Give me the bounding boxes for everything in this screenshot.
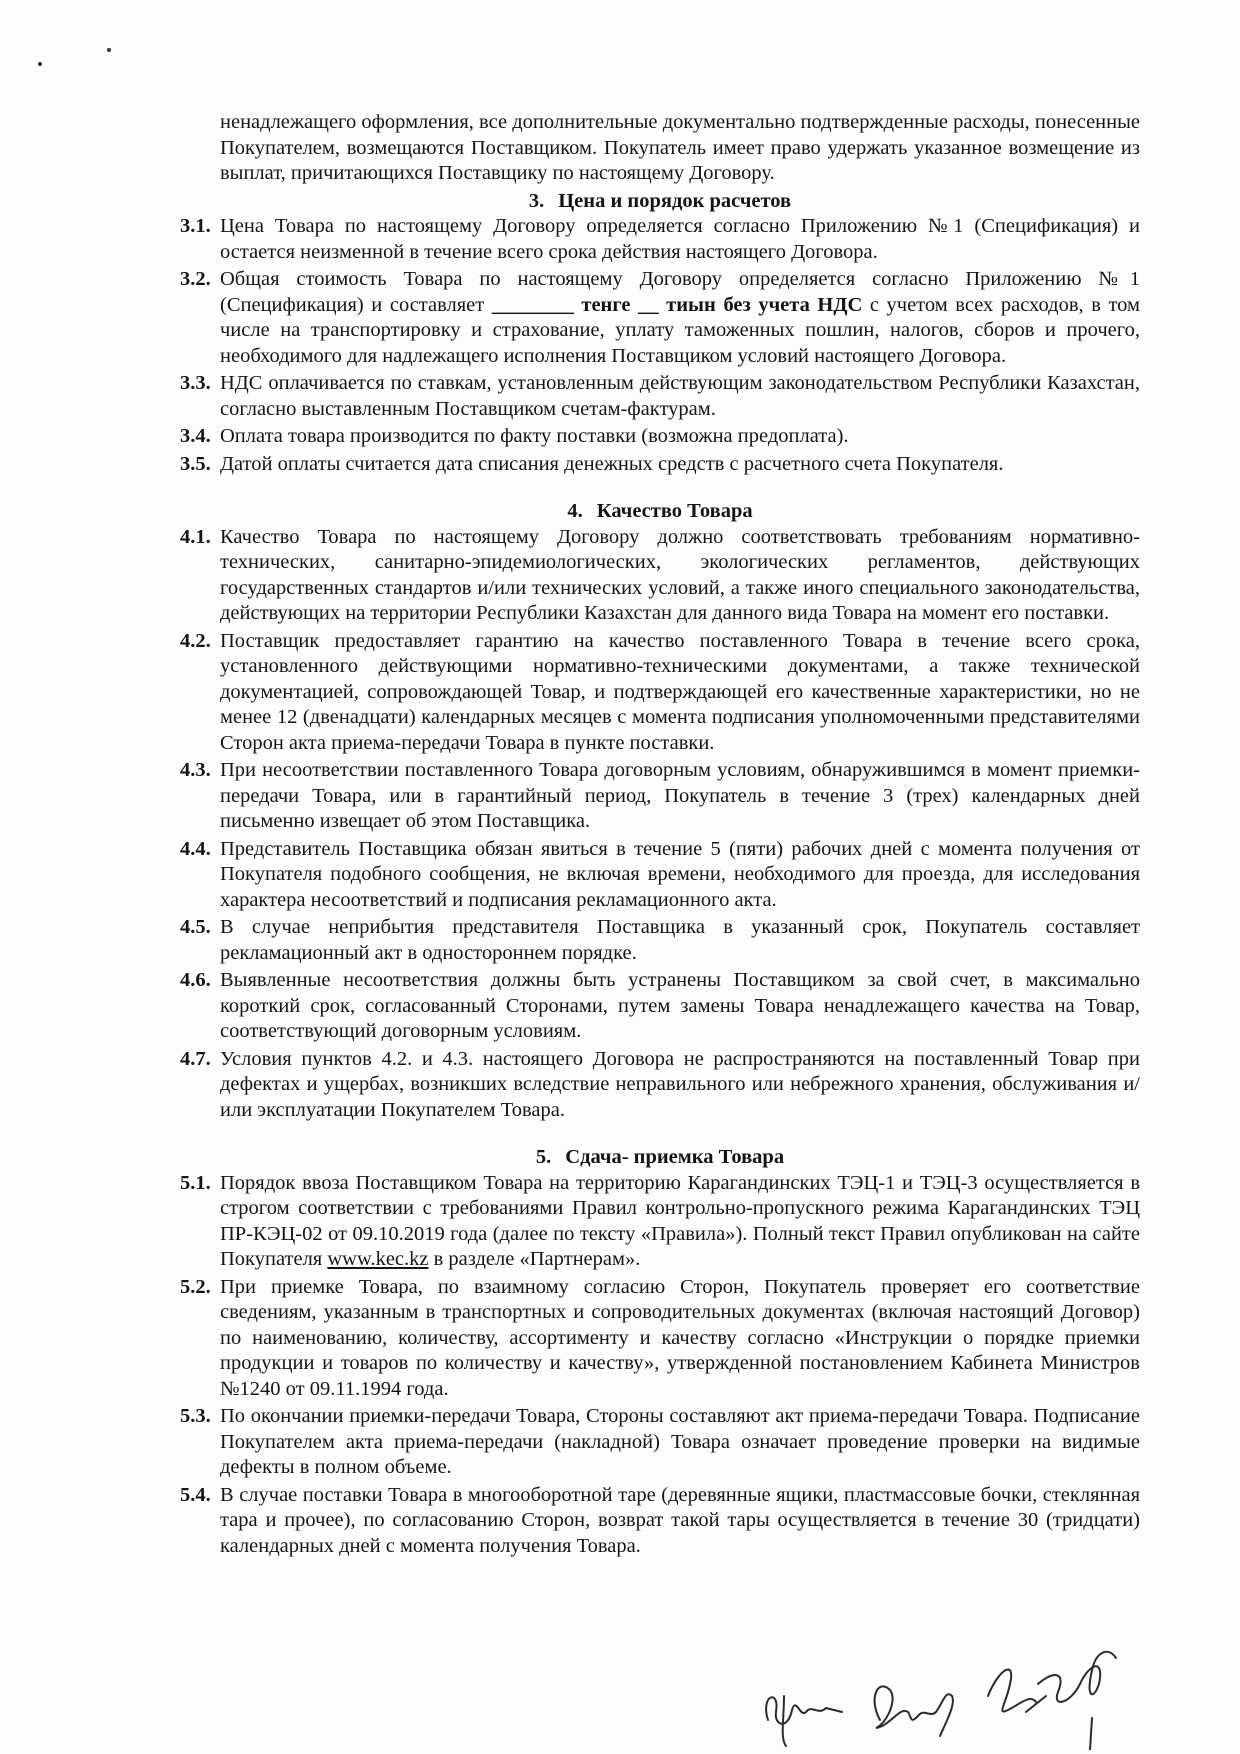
- clause: [180, 525, 1140, 627]
- clause-text: Общая стоимость Товара по настоящему Договору определяется согласно Приложению №1 (Спецификация) и составляет ________ тенге __ тиын без учета НДС с учетом всех расходов, в том числе на транспортировку и страхование, уплату таможенных пошлин, налогов, сборов и прочего, необходимого для надлежащего исполнения Поставщиком условий настоящего Договора.: [220, 268, 1140, 367]
- signature-3: [988, 1652, 1116, 1712]
- clause: [180, 1047, 1140, 1124]
- section-number: 3.: [528, 189, 545, 212]
- clause: [180, 424, 1140, 450]
- section-title: Качество Товара: [596, 500, 753, 522]
- clause-text: Цена Товара по настоящему Договору определяется согласно Приложению №1 (Спецификация) и остается неизменной в течение всего срока действия настоящего Договора.: [220, 215, 1140, 263]
- clause-number: 3.2.: [180, 268, 211, 290]
- section-number: 5.: [535, 1146, 552, 1168]
- clause-number: 3.1.: [180, 215, 211, 237]
- clause-text: При приемке Товара, по взаимному согласию Сторон, Покупатель проверяет его соответствие сведениям, указанным в транспортных и сопроводительных документах (включая настоящий Договор) по наименованию, количеству, ассортименту и качеству согласно «Инструкции о порядке приемки продукции и товаров по количеству и качеству», утвержденной постановлением Кабинета Министров №1240 от 09.11.1994 года.: [220, 1275, 1140, 1400]
- clause: [180, 1483, 1140, 1560]
- clause-number: 4.6.: [180, 969, 211, 991]
- clause-number: 4.3.: [180, 759, 211, 781]
- clause: [180, 968, 1140, 1045]
- section-heading: [180, 189, 1140, 215]
- clause: [180, 1404, 1140, 1481]
- scan-speck: [38, 62, 42, 66]
- clause-text: Датой оплаты считается дата списания денежных средств с расчетного счета Покупателя.: [220, 452, 1004, 475]
- clause-number: 4.1.: [180, 525, 211, 548]
- clause-number: 3.4.: [180, 425, 211, 447]
- clause: [180, 1275, 1140, 1403]
- clause: [180, 758, 1140, 835]
- price-placeholder: ________ тенге __ тиын без учета НДС: [491, 293, 863, 316]
- clause-text: По окончании приемки-передачи Товара, Стороны составляют акт приема-передачи Товара. Подписание Покупателем акта приема-передачи (накладной) Товара означает проведение проверки на видимые дефекты в полном объеме.: [220, 1405, 1140, 1478]
- clause-number: 5.4.: [180, 1483, 211, 1506]
- clause-text: В случае неприбытия представителя Поставщика в указанный срок, Покупатель составляет рекламационный акт в одностороннем порядке.: [220, 916, 1140, 964]
- clause-text: При несоответствии поставленного Товара договорным условиям, обнаружившимся в момент приемки-передачи Товара, или в гарантийный период, Покупатель в течение 3 (трех) календарных дней письменно извещает об этом Поставщика.: [220, 759, 1140, 832]
- clause-text: В случае поставки Товара в многооборотной таре (деревянные ящики, пластмассовые бочки, стеклянная тара и прочее), по согласованию Сторон, возврат такой тары осуществляется в течение 30 (тридцати) календарных дней с момента получения Товара.: [220, 1483, 1140, 1557]
- clause-number: 4.7.: [180, 1047, 211, 1070]
- section-number: 4.: [567, 500, 583, 522]
- signature-mark: [1090, 1718, 1092, 1750]
- clause-text: Порядок ввоза Поставщиком Товара на территорию Карагандинских ТЭЦ-1 и ТЭЦ-3 осуществляется в строгом соответствии с требованиями Правил контрольно-пропускного режима Карагандинских ТЭЦ ПР-КЭЦ-02 от 09.10.2019 года (далее по тексту «Правила»). Полный текст Правил опубликован на сайте Покупателя www.kec.kz в разделе «Партнерам».: [220, 1171, 1140, 1270]
- clause-text: Поставщик предоставляет гарантию на качество поставленного Товара в течение всего срока, установленного действующими нормативно-техническими документами, а также технической документацией, сопровождающей Товар, и подтверждающей его качественные характеристики, но не менее 12 (двенадцати) календарных месяцев с момента подписания уполномоченными представителями Сторон акта приема-передачи Товара в пункте поставки.: [220, 629, 1140, 754]
- signatures: [740, 1600, 1180, 1750]
- document-body: [180, 110, 1140, 1559]
- clause: [180, 267, 1140, 369]
- clause-number: 4.4.: [180, 837, 211, 860]
- clause-number: 4.5.: [180, 916, 211, 938]
- signature-1: [766, 1696, 842, 1746]
- scan-speck: [107, 48, 111, 52]
- clause-number: 4.2.: [180, 629, 211, 652]
- website-link[interactable]: www.kec.kz: [327, 1248, 429, 1270]
- section-heading: [180, 499, 1140, 525]
- clause-number: 5.1.: [180, 1171, 211, 1194]
- clause-number: 3.5.: [180, 452, 211, 475]
- clause: [180, 1171, 1140, 1273]
- section-title: Сдача- приемка Товара: [565, 1146, 785, 1168]
- clause: [180, 214, 1140, 265]
- clause-text: Выявленные несоответствия должны быть устранены Поставщиком за свой счет, в максимально короткий срок, согласованный Сторонами, путем замены Товара ненадлежащего качества на Товар, соответствующий договорным условиям.: [220, 969, 1140, 1042]
- clause: [180, 837, 1140, 914]
- clause-number: 5.3.: [180, 1405, 211, 1427]
- clause: [180, 371, 1140, 422]
- section-title: Цена и порядок расчетов: [558, 189, 792, 212]
- section-heading: [180, 1145, 1140, 1171]
- clause-number: 3.3.: [180, 372, 211, 394]
- clause: [180, 915, 1140, 966]
- clause-text: Оплата товара производится по факту поставки (возможна предоплата).: [220, 425, 849, 447]
- clause-text: Качество Товара по настоящему Договору должно соответствовать требованиям нормативно-технических, санитарно-эпидемиологических, экологических регламентов, действующих государственных стандартов и/или технических условий, а также иного специального законодательства, действующих на территории Республики Казахстан для данного вида Товара на момент его поставки.: [220, 525, 1140, 624]
- clause: [180, 452, 1140, 478]
- signature-2: [875, 1686, 953, 1736]
- clause-text: Представитель Поставщика обязан явиться в течение 5 (пяти) рабочих дней с момента получения от Покупателя подобного сообщения, не включая времени, необходимого для проезда, для исследования характера несоответствий и подписания рекламационного акта.: [220, 837, 1140, 911]
- clause-number: 5.2.: [180, 1275, 211, 1298]
- intro-paragraph: ненадлежащего оформления, все дополнительные документально подтвержденные расходы, понесенные Покупателем, возмещаются Поставщиком. Покупатель имеет право удержать указанное возмещение из выплат, причитающихся Поставщику по настоящему Договору.: [220, 111, 1140, 184]
- sections-container: [180, 189, 1140, 1560]
- clause-text: Условия пунктов 4.2. и 4.3. настоящего Договора не распространяются на поставленный Товар при дефектах и ущербах, возникших вследствие неправильного или небрежного хранения, обслуживания и/или эксплуатации Покупателем Товара.: [220, 1047, 1140, 1121]
- clause: [180, 629, 1140, 757]
- clause-text: НДС оплачивается по ставкам, установленным действующим законодательством Республики Казахстан, согласно выставленным Поставщиком счетам-фактурам.: [220, 372, 1140, 420]
